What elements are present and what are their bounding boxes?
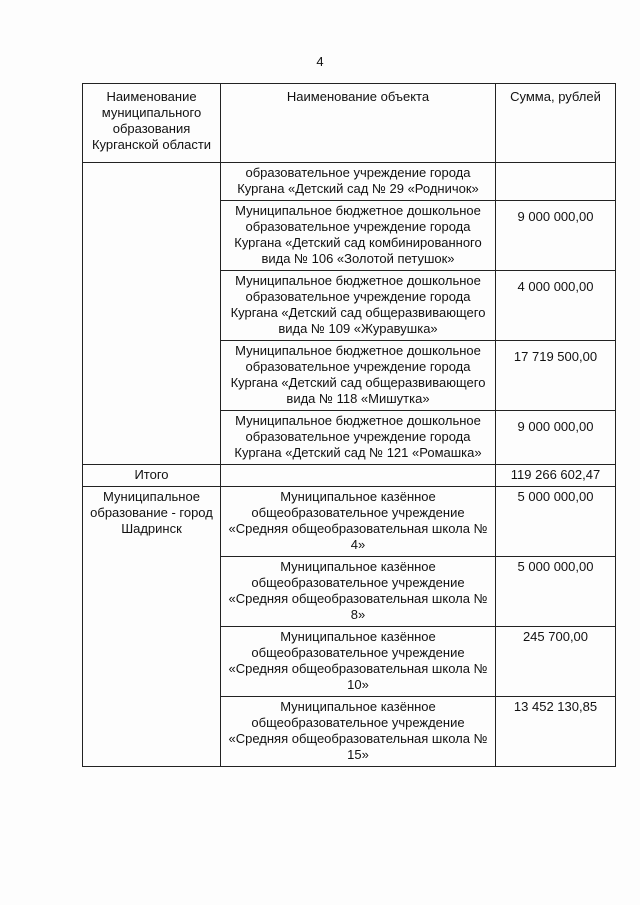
amount-cell	[496, 163, 616, 201]
amount-cell: 245 700,00	[496, 627, 616, 697]
amount-cell: 5 000 000,00	[496, 557, 616, 627]
header-amount: Сумма, рублей	[496, 84, 616, 163]
amount-cell: 9 000 000,00	[496, 201, 616, 271]
object-cell: Муниципальное казённое общеобразовательное учреждение «Средняя общеобразовательная школа № 15»	[221, 697, 496, 767]
header-municipality: Наименование муниципального образования Курганской области	[83, 84, 221, 163]
object-cell: Муниципальное бюджетное дошкольное образовательное учреждение города Кургана «Детский сад общеразвивающего вида № 118 «Мишутка»	[221, 341, 496, 411]
object-cell: Муниципальное бюджетное дошкольное образовательное учреждение города Кургана «Детский сад комбинированного вида № 106 «Золотой петушок»	[221, 201, 496, 271]
amount-cell: 17 719 500,00	[496, 341, 616, 411]
object-cell: Муниципальное казённое общеобразовательное учреждение «Средняя общеобразовательная школа № 8»	[221, 557, 496, 627]
total-label: Итого	[83, 465, 221, 487]
amount-cell: 5 000 000,00	[496, 487, 616, 557]
municipality-cell: Муниципальное образование - город Шадринск	[83, 487, 221, 767]
table-row	[83, 487, 616, 557]
object-cell: Муниципальное казённое общеобразовательное учреждение «Средняя общеобразовательная школа № 4»	[221, 487, 496, 557]
total-row	[83, 465, 616, 487]
amount-cell: 9 000 000,00	[496, 411, 616, 465]
amount-cell: 13 452 130,85	[496, 697, 616, 767]
page-number: 4	[316, 54, 324, 69]
municipality-cell-empty	[83, 163, 221, 465]
object-cell: Муниципальное казённое общеобразовательное учреждение «Средняя общеобразовательная школа № 10»	[221, 627, 496, 697]
object-cell: образовательное учреждение города Кургана «Детский сад № 29 «Родничок»	[221, 163, 496, 201]
total-object-empty	[221, 465, 496, 487]
object-cell: Муниципальное бюджетное дошкольное образовательное учреждение города Кургана «Детский сад общеразвивающего вида № 109 «Журавушка»	[221, 271, 496, 341]
table-header-row	[83, 84, 616, 163]
funding-table	[82, 83, 616, 767]
amount-cell: 4 000 000,00	[496, 271, 616, 341]
total-amount: 119 266 602,47	[496, 465, 616, 487]
table-row	[83, 163, 616, 201]
header-object: Наименование объекта	[221, 84, 496, 163]
object-cell: Муниципальное бюджетное дошкольное образовательное учреждение города Кургана «Детский сад № 121 «Ромашка»	[221, 411, 496, 465]
